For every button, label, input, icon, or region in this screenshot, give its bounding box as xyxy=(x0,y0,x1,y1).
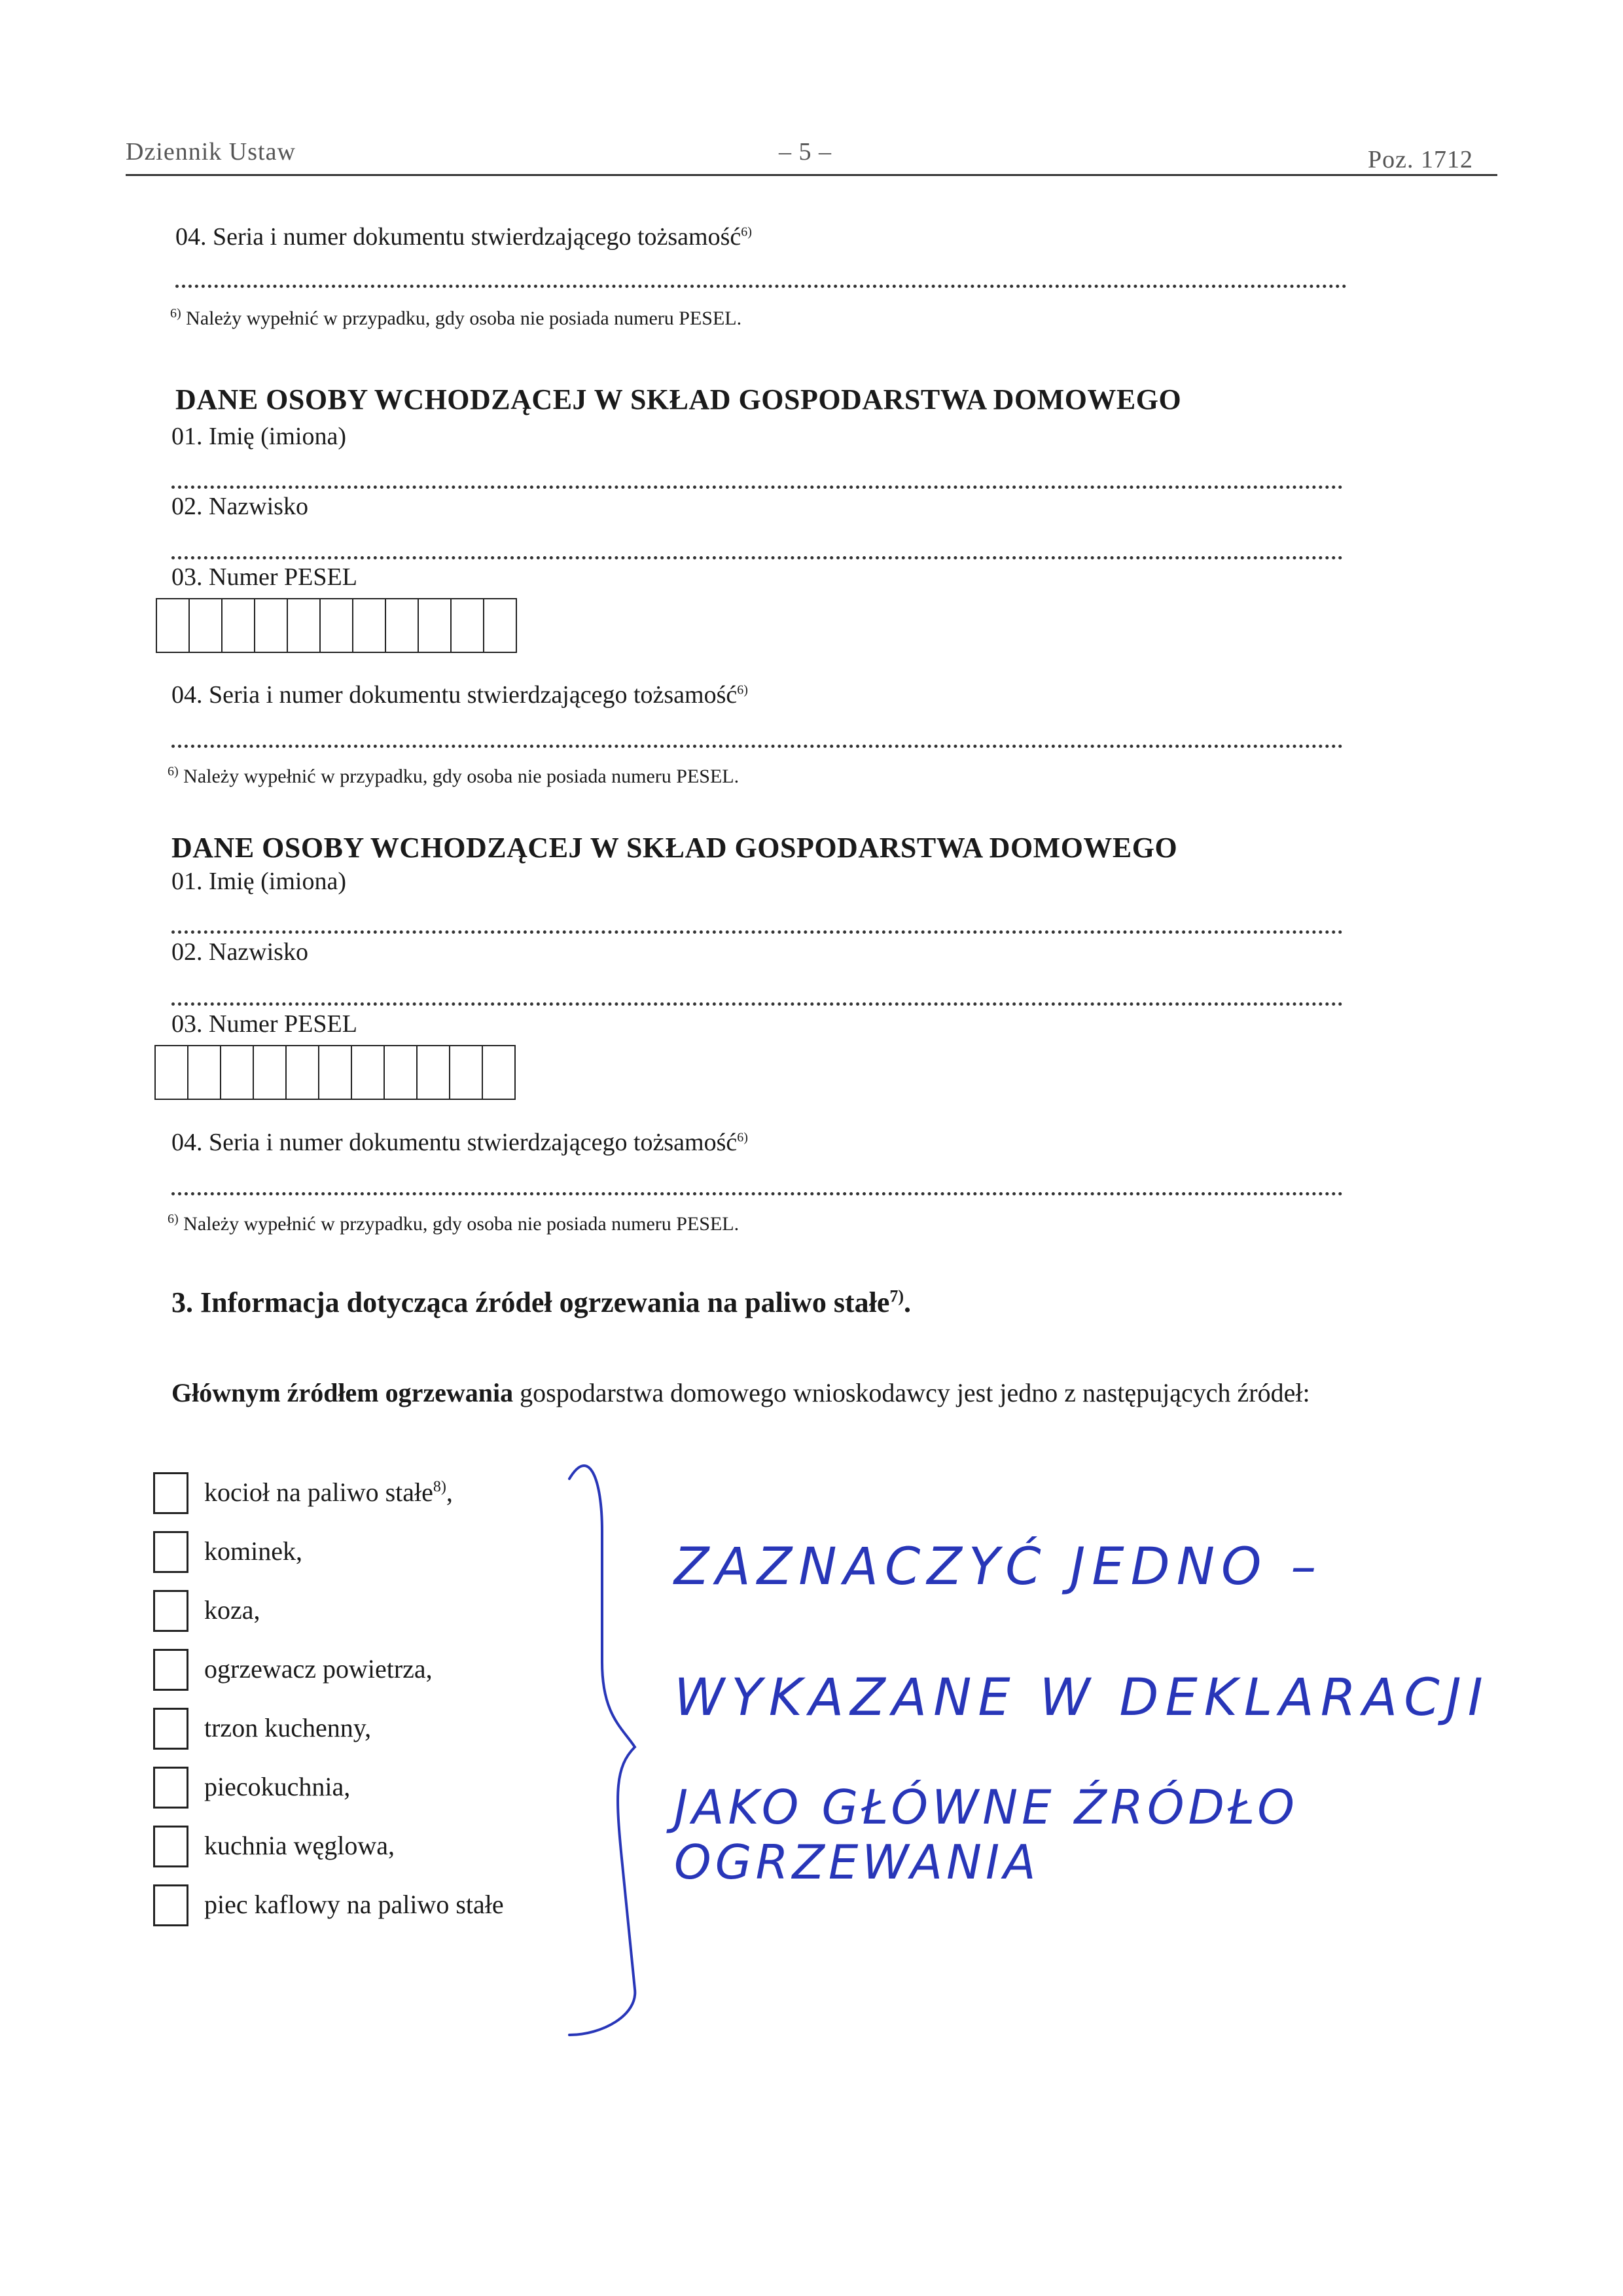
handwritten-note-line-1: ZAZNACZYĆ JEDNO – xyxy=(674,1538,1323,1597)
pesel-digit-box[interactable] xyxy=(352,1045,385,1100)
id-document-field[interactable] xyxy=(171,1192,1343,1195)
option-label: koza, xyxy=(204,1595,260,1625)
pesel-digit-box[interactable] xyxy=(190,598,223,653)
section-3-intro: Głównym źródłem ogrzewania gospodarstwa domowego wnioskodawcy jest jedno z następujących źródeł: xyxy=(171,1378,1310,1407)
pesel-digit-box[interactable] xyxy=(156,598,190,653)
option-label: piec kaflowy na paliwo stałe xyxy=(204,1890,504,1919)
first-name-field[interactable] xyxy=(171,486,1343,489)
id-document-label: 04. Seria i numer dokumentu stwierdzającego tożsamość$^{6)}$ xyxy=(171,681,748,709)
surname-field[interactable] xyxy=(171,556,1343,559)
checkbox-kitchen-range[interactable] xyxy=(153,1708,188,1750)
first-name-label: 01. Imię (imiona) xyxy=(171,868,346,895)
pesel-digit-box[interactable] xyxy=(419,598,452,653)
surname-label: 02. Nazwisko xyxy=(171,493,308,520)
pesel-digit-box[interactable] xyxy=(319,1045,352,1100)
pesel-digit-box[interactable] xyxy=(450,1045,483,1100)
surname-label: 02. Nazwisko xyxy=(171,938,308,966)
journal-title: Dziennik Ustaw xyxy=(126,138,296,166)
pesel-digit-box[interactable] xyxy=(254,1045,287,1100)
header-rule xyxy=(126,174,1497,176)
checkbox-tiled-stove[interactable] xyxy=(153,1884,188,1926)
option-label: kominek, xyxy=(204,1536,302,1566)
person-heading: DANE OSOBY WCHODZĄCEJ W SKŁAD GOSPODARSTWA DOMOWEGO xyxy=(175,383,1182,415)
first-name-field[interactable] xyxy=(171,930,1343,934)
handwritten-note-line-2: WYKAZANE W DEKLARACJI xyxy=(674,1669,1489,1727)
pesel-digit-box[interactable] xyxy=(321,598,353,653)
pesel-digit-box[interactable] xyxy=(386,598,419,653)
footnote: $^{6)}$ Należy wypełnić w przypadku, gdy osoba nie posiada numeru PESEL. xyxy=(168,1212,740,1235)
pesel-digit-box[interactable] xyxy=(353,598,386,653)
section-3-title: 3. Informacja dotycząca źródeł ogrzewania na paliwo stałe$^{7)}$. xyxy=(171,1286,912,1318)
pesel-digit-box[interactable] xyxy=(418,1045,450,1100)
checkbox-air-heater[interactable] xyxy=(153,1649,188,1691)
surname-field[interactable] xyxy=(171,1002,1343,1006)
pesel-digit-box[interactable] xyxy=(255,598,288,653)
pesel-digit-box[interactable] xyxy=(188,1045,221,1100)
pesel-digit-box[interactable] xyxy=(287,1045,319,1100)
checkbox-solid-fuel-boiler[interactable] xyxy=(153,1472,188,1514)
pesel-label: 03. Numer PESEL xyxy=(171,563,357,591)
pesel-digit-box[interactable] xyxy=(385,1045,418,1100)
pesel-digit-box[interactable] xyxy=(484,598,517,653)
checkbox-coal-cooker[interactable] xyxy=(153,1826,188,1867)
pesel-digit-box[interactable] xyxy=(221,1045,254,1100)
id-document-label: 04. Seria i numer dokumentu stwierdzającego tożsamość$^{6)}$ xyxy=(175,223,752,251)
pesel-digit-box[interactable] xyxy=(483,1045,516,1100)
checkbox-stove-cooker[interactable] xyxy=(153,1767,188,1809)
position-number: Poz. 1712 xyxy=(1368,146,1473,173)
pesel-digit-box[interactable] xyxy=(154,1045,188,1100)
page-number: – 5 – xyxy=(779,138,832,166)
pesel-digit-box[interactable] xyxy=(223,598,255,653)
id-document-field[interactable] xyxy=(175,285,1347,288)
checkbox-stove[interactable] xyxy=(153,1590,188,1632)
option-label: piecokuchnia, xyxy=(204,1772,351,1801)
id-document-label: 04. Seria i numer dokumentu stwierdzającego tożsamość$^{6)}$ xyxy=(171,1129,748,1156)
pesel-digit-box[interactable] xyxy=(452,598,484,653)
pesel-digit-box[interactable] xyxy=(288,598,321,653)
checkbox-fireplace[interactable] xyxy=(153,1531,188,1573)
person-heading: DANE OSOBY WCHODZĄCEJ W SKŁAD GOSPODARSTWA DOMOWEGO xyxy=(171,832,1178,864)
pesel-label: 03. Numer PESEL xyxy=(171,1010,357,1038)
option-label: kocioł na paliwo stałe$^{8)}$, xyxy=(204,1477,453,1507)
handwritten-note-line-3: JAKO GŁÓWNE ŹRÓDŁO OGRZEWANIA xyxy=(674,1780,1298,1890)
first-name-label: 01. Imię (imiona) xyxy=(171,423,346,450)
footnote: $^{6)}$ Należy wypełnić w przypadku, gdy osoba nie posiada numeru PESEL. xyxy=(168,764,740,787)
pesel-boxes[interactable] xyxy=(156,598,517,653)
pesel-boxes[interactable] xyxy=(154,1045,516,1100)
option-label: kuchnia węglowa, xyxy=(204,1831,395,1860)
option-label: trzon kuchenny, xyxy=(204,1713,372,1742)
footnote: $^{6)}$ Należy wypełnić w przypadku, gdy osoba nie posiada numeru PESEL. xyxy=(170,306,742,329)
id-document-field[interactable] xyxy=(171,745,1343,748)
option-label: ogrzewacz powietrza, xyxy=(204,1654,433,1684)
